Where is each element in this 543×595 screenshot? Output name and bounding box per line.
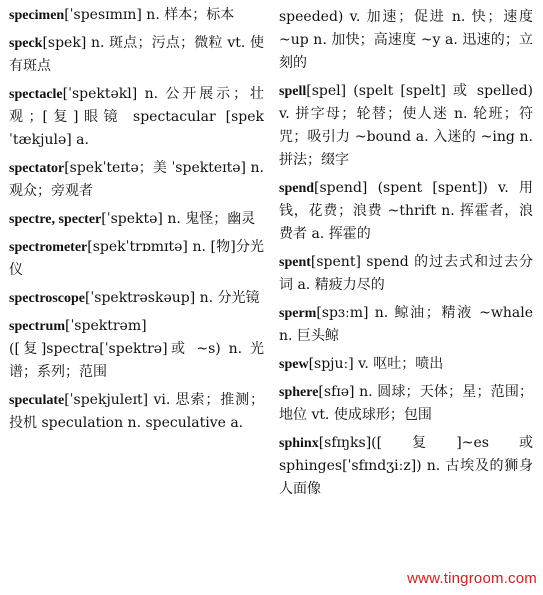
site-watermark: www.tingroom.com	[407, 570, 537, 587]
entry-definition: [sfɪŋks]([复]~es或 sphinges[ˈsfɪndʒiːz]) n. 古埃及的狮身人面像	[279, 435, 533, 497]
dictionary-entry	[279, 177, 533, 246]
entry-definition: [spel] (spelt [spelt] 或 spelled) v. 拼字母；轮替；使人迷 n. 轮班；符咒；吸引力 ~bound a. 入迷的 ~ing n. 拼法；缀字	[279, 83, 533, 168]
entry-definition: [sfɪə] n. 圆球；天体；星；范围；地位 vt. 使成球形；包围	[279, 384, 533, 423]
right-column	[273, 0, 543, 595]
entry-headword: sphinx	[279, 436, 319, 451]
entry-definition: [spjuː] v. 呕吐；喷出	[308, 356, 444, 372]
entry-headword: speck	[9, 36, 43, 51]
entry-headword: speculate	[9, 393, 65, 408]
entry-headword: spectacle	[9, 87, 63, 102]
entry-definition: [spekˈteɪtə；美 ˈspekteɪtə] n. 观众；旁观者	[9, 160, 264, 199]
entry-headword: spectre, specter	[9, 212, 102, 227]
entry-headword: spectrometer	[9, 240, 88, 255]
entry-definition: [ˈspesɪmɪn] n. 样本；标本	[64, 7, 235, 23]
dictionary-entry	[9, 287, 264, 310]
dictionary-entry	[279, 6, 533, 75]
entry-definition: [spend] (spent [spent]) v. 用钱，花费；浪费 ~thrift n. 挥霍者，浪费者 a. 挥霍的	[279, 180, 533, 242]
dictionary-entry	[279, 302, 533, 348]
entry-headword: sphere	[279, 385, 319, 400]
entry-headword: specimen	[9, 8, 65, 23]
dictionary-entry	[279, 251, 533, 297]
entry-headword: spent	[279, 255, 311, 270]
entry-headword: sperm	[279, 306, 317, 321]
dictionary-entry	[9, 389, 264, 435]
entry-definition: [spɜːm] n. 鲸油；精液 ~whale n. 巨头鲸	[279, 305, 533, 344]
entry-definition: [ˈspektəkl] n. 公开展示；壮观；[复]眼镜 spectacular [spekˈtækjulə] a.	[9, 86, 264, 148]
dictionary-entry	[9, 157, 264, 203]
dictionary-entry	[9, 83, 264, 152]
entry-definition: [spekˈtrɒmɪtə] n. [物]分光仪	[9, 239, 264, 278]
entry-headword: spew	[279, 357, 309, 372]
dictionary-entry	[279, 381, 533, 427]
entry-definition: [ˈspekjuleɪt] vi. 思索；推测；投机 speculation n. speculative a.	[9, 392, 264, 431]
dictionary-entry	[279, 80, 533, 172]
dictionary-entry	[9, 32, 264, 78]
entry-headword: spell	[279, 84, 307, 99]
dictionary-entry	[9, 208, 264, 231]
dictionary-entry	[9, 4, 264, 27]
dictionary-entry	[279, 353, 533, 376]
left-column	[0, 0, 268, 595]
entry-headword: spectrum	[9, 319, 65, 334]
entry-definition: [ˈspektrəm]([复]spectra[ˈspektrə]或 ~s) n. 光谱；系列；范围	[9, 318, 264, 380]
dictionary-entry	[279, 432, 533, 501]
entry-definition: [spent] spend 的过去式和过去分词 a. 精疲力尽的	[279, 254, 533, 293]
entry-definition: [ˈspektə] n. 鬼怪；幽灵	[101, 211, 256, 227]
entry-definition: speeded) v. 加速；促进 n. 快；速度 ~up n. 加快；高速度 ~y a. 迅速的；立刻的	[279, 9, 533, 71]
entry-definition: [spek] n. 斑点；污点；微粒 vt. 使有斑点	[9, 35, 264, 74]
entry-headword: spectator	[9, 161, 65, 176]
entry-definition: [ˈspektrəskəup] n. 分光镜	[84, 290, 260, 306]
entry-headword: spectroscope	[9, 291, 85, 306]
entry-headword: spend	[279, 181, 315, 196]
dictionary-entry	[9, 315, 264, 384]
dictionary-entry	[9, 236, 264, 282]
